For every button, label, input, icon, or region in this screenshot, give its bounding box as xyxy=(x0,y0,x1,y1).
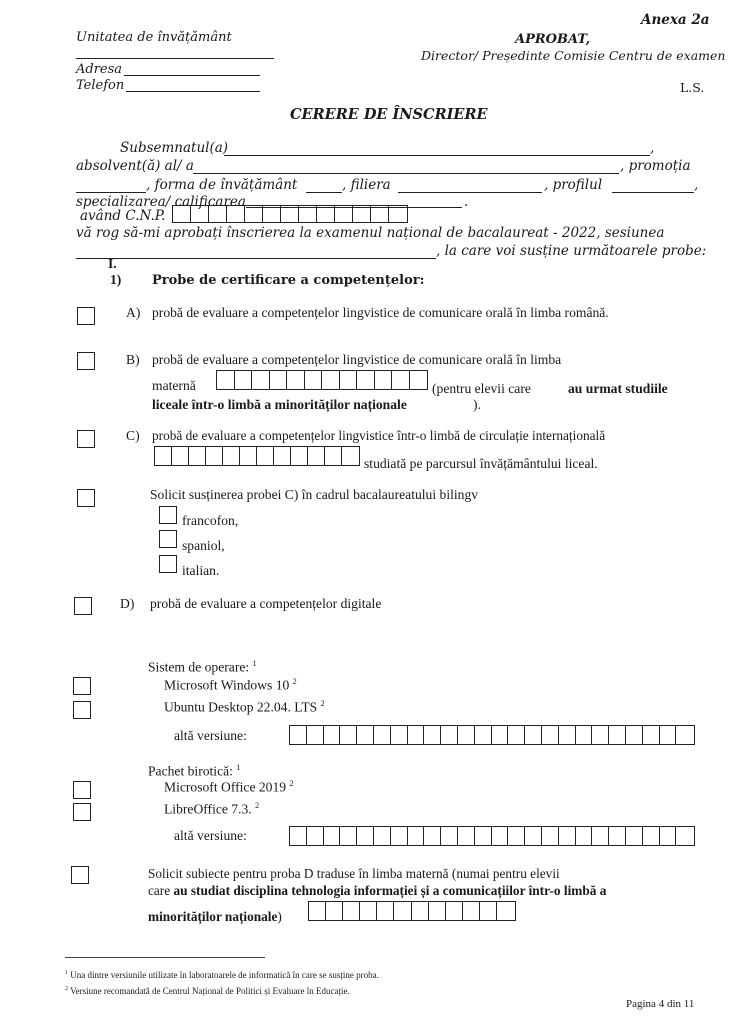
section-roman: I. xyxy=(108,256,117,271)
ubuntu-label: Ubuntu Desktop 22.04. LTS $^2$ xyxy=(164,699,325,715)
education-form-line[interactable] xyxy=(306,192,342,193)
school-name-line[interactable] xyxy=(193,173,619,174)
probe-c-line2: studiată pe parcursul învățământului liceal. xyxy=(364,456,598,471)
os-label: Sistem de operare: $^1$ xyxy=(148,659,257,675)
section-num: 1) xyxy=(110,272,122,287)
windows-checkbox[interactable] xyxy=(73,677,91,695)
request-line-1: vă rog să-mi aprobați înscrierea la examenul național de bacalaureat - 2022, sesiunea xyxy=(76,225,665,241)
track-line[interactable] xyxy=(398,192,542,193)
class-year-label: , promoția xyxy=(620,158,691,174)
footnote-divider xyxy=(65,957,265,958)
windows-label: Microsoft Windows 10 $^2$ xyxy=(164,677,297,693)
profile-label: , profilul xyxy=(544,177,603,193)
foreign-language-boxes[interactable] xyxy=(154,446,360,466)
track-label: , filiera xyxy=(342,177,391,193)
request-line-2: , la care voi susține următoarele probe: xyxy=(436,243,707,259)
os-other-label: altă versiune: xyxy=(174,728,247,743)
probe-d-checkbox[interactable] xyxy=(74,597,92,615)
ms-office-label: Microsoft Office 2019 $^2$ xyxy=(164,779,294,795)
graduate-label: absolvent(ă) al/ a xyxy=(76,158,194,174)
os-other-boxes[interactable] xyxy=(289,725,695,745)
bilingual-checkbox[interactable] xyxy=(77,489,95,507)
translation-line3: minorităților naționale) xyxy=(148,909,282,924)
spanish-label: spaniol, xyxy=(182,538,225,553)
probe-c-letter: C) xyxy=(126,428,140,443)
cnp-boxes[interactable] xyxy=(172,205,408,223)
probe-b-letter: B) xyxy=(126,352,140,367)
address-line[interactable] xyxy=(124,75,260,76)
italian-label: italian. xyxy=(182,563,220,578)
session-line[interactable] xyxy=(76,258,436,259)
director-label: Director/ Președinte Comisie Centru de examen xyxy=(421,48,726,63)
ls-label: L.S. xyxy=(680,80,705,95)
bilingual-label: Solicit susținerea probei C) în cadrul bacalaureatului bilingv xyxy=(150,487,479,502)
footnote-2: $^2$ Versiune recomandată de Centrul Național de Politici și Evaluare în Educație. xyxy=(65,986,350,996)
school-label: Unitatea de învățământ xyxy=(76,30,232,45)
ubuntu-checkbox[interactable] xyxy=(73,701,91,719)
name-line[interactable] xyxy=(224,155,650,156)
translation-line1: Solicit subiecte pentru proba D traduse în limba maternă (numai pentru elevii xyxy=(148,866,560,881)
probe-a-text: probă de evaluare a competențelor lingvistice de comunicare orală în limba română. xyxy=(152,305,609,320)
approved-label: APROBAT, xyxy=(515,32,591,47)
mother-tongue-boxes[interactable] xyxy=(216,370,428,390)
libreoffice-label: LibreOffice 7.3. $^2$ xyxy=(164,801,260,817)
probe-b-paren: (pentru elevii care xyxy=(432,381,531,396)
probe-a-checkbox[interactable] xyxy=(77,307,95,325)
address-label: Adresa xyxy=(76,62,123,77)
profile-line[interactable] xyxy=(612,192,694,193)
probe-d-letter: D) xyxy=(120,596,135,611)
phone-label: Telefon xyxy=(76,78,125,93)
undersigned-label: Subsemnatul(a) xyxy=(120,140,229,156)
probe-b-materna: maternă xyxy=(152,378,196,393)
education-form-label: , forma de învățământ xyxy=(146,177,298,193)
annex-label: Anexa 2a xyxy=(641,12,710,28)
probe-b-end: ). xyxy=(473,397,481,412)
italian-checkbox[interactable] xyxy=(159,555,177,573)
office-other-boxes[interactable] xyxy=(289,826,695,846)
probe-c-line1: probă de evaluare a competențelor lingvistice într-o limbă de circulație internațională xyxy=(152,428,606,443)
probe-c-checkbox[interactable] xyxy=(77,430,95,448)
class-year-line[interactable] xyxy=(76,192,146,193)
libreoffice-checkbox[interactable] xyxy=(73,803,91,821)
phone-line[interactable] xyxy=(126,91,260,92)
school-line[interactable] xyxy=(76,58,274,59)
page-number: Pagina 4 din 11 xyxy=(626,998,695,1010)
page-title: CERERE DE ÎNSCRIERE xyxy=(290,106,488,123)
translation-checkbox[interactable] xyxy=(71,866,89,884)
office-label: Pachet birotică: $^1$ xyxy=(148,763,241,779)
cnp-label: având C.N.P. xyxy=(80,208,166,224)
ms-office-checkbox[interactable] xyxy=(73,781,91,799)
spanish-checkbox[interactable] xyxy=(159,530,177,548)
francophone-checkbox[interactable] xyxy=(159,506,177,524)
translation-language-boxes[interactable] xyxy=(308,901,516,921)
section-heading: Probe de certificare a competențelor: xyxy=(152,273,425,288)
probe-b-bold2: liceale într-o limbă a minorităților naționale xyxy=(152,397,407,412)
probe-a-letter: A) xyxy=(126,305,141,320)
probe-d-text: probă de evaluare a competențelor digitale xyxy=(150,596,382,611)
specialization-label: specializarea/ calificarea xyxy=(76,194,246,210)
translation-line2: care au studiat disciplina tehnologia informației și a comunicațiilor într-o limbă a xyxy=(148,883,607,898)
probe-b-checkbox[interactable] xyxy=(77,352,95,370)
probe-b-line1: probă de evaluare a competențelor lingvistice de comunicare orală în limba xyxy=(152,352,562,367)
footnote-1: $^1$ Una dintre versiunile utilizate în laboratoarele de informatică în care se susține proba. xyxy=(65,970,379,980)
francophone-label: francofon, xyxy=(182,513,239,528)
office-other-label: altă versiune: xyxy=(174,828,247,843)
probe-b-bold1: au urmat studiile xyxy=(568,381,668,396)
